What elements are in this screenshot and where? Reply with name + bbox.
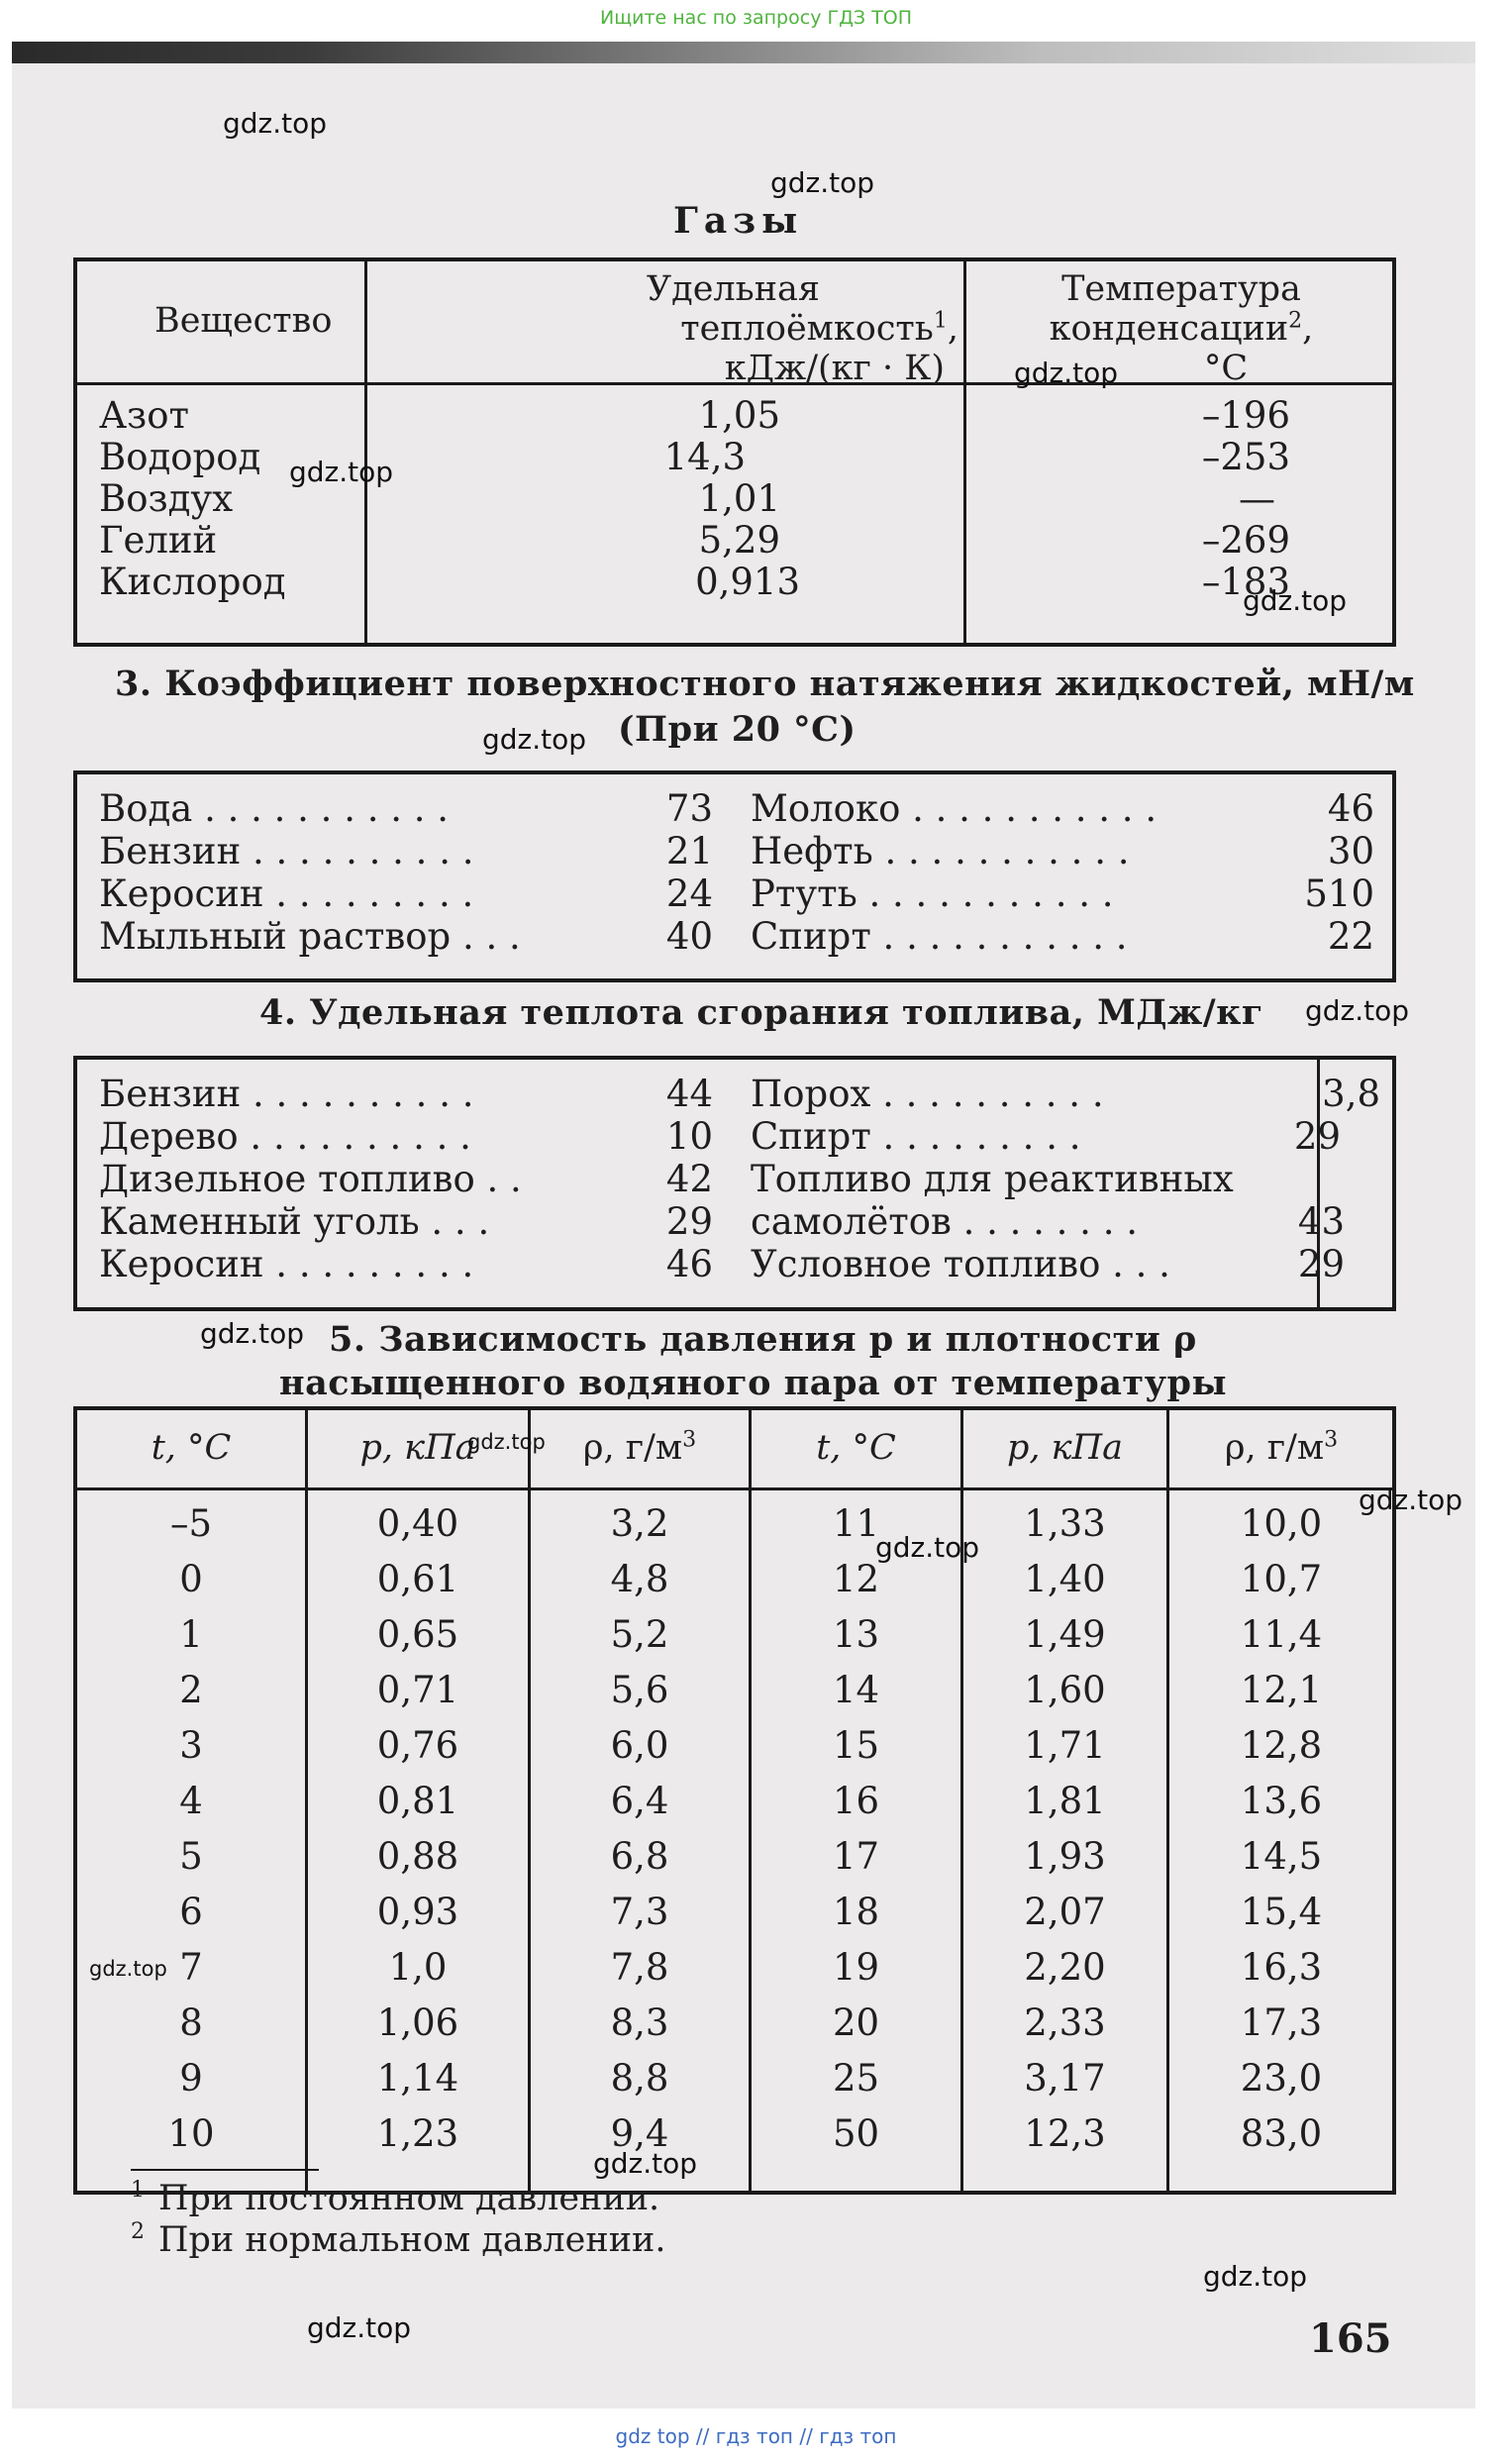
vapor-header-t-right: t, °С (816, 1428, 896, 1468)
table-row: 8 1,06 8,3 20 2,33 17,3 (179, 2001, 1323, 2044)
list-item: Каменный уголь . . . 29 (99, 1200, 713, 1243)
watermark: gdz.top (770, 166, 875, 199)
combustion-title: 4. Удельная теплота сгорания топлива, МДж/кг (259, 992, 1263, 1033)
list-item: Ртуть . . . . . . . . . . . 510 (751, 872, 1374, 915)
list-item: самолётов . . . . . . . . 43 (751, 1200, 1345, 1243)
list-item: Спирт . . . . . . . . . . . 22 (751, 915, 1374, 958)
surface-tension-left (77, 788, 751, 959)
top-banner: Ищите нас по запросу ГДЗ ТОП (600, 7, 912, 29)
watermark: gdz.top (307, 2311, 412, 2344)
table-row: 2 0,71 5,6 14 1,60 12,1 (179, 1669, 1323, 1711)
table-row: 7 1,0 7,8 19 2,20 16,3 (179, 1946, 1323, 1989)
vapor-table (73, 1406, 1396, 2195)
list-item: Вода . . . . . . . . . . . 73 (99, 787, 713, 830)
gases-header-heat: Удельная теплоёмкость$^1$, кДж/(кг · К) (646, 269, 958, 388)
page-top-edge (12, 42, 1475, 63)
list-item: Топливо для реактивных (751, 1158, 1234, 1200)
list-item: Мыльный раствор . . . 40 (99, 915, 713, 958)
table-row: Гелий 5,29 –269 (99, 519, 1290, 562)
table-row: –5 0,40 3,2 11 1,33 10,0 (169, 1502, 1323, 1545)
gases-header-substance: Вещество (154, 301, 333, 341)
table-row: 9 1,14 8,8 25 3,17 23,0 (179, 2057, 1323, 2100)
list-item: Порох . . . . . . . . . . 3,8 (751, 1073, 1380, 1115)
watermark: gdz.top (482, 723, 587, 756)
watermark: gdz.top (875, 1531, 980, 1564)
surface-tension-title: 3. Коэффициент поверхностного натяжения жидкостей, мН/м (115, 664, 1415, 704)
watermark: gdz.top (223, 107, 328, 140)
watermark: gdz.top (1203, 2260, 1308, 2293)
bottom-banner: gdz top // гдз топ // гдз топ (615, 2424, 897, 2448)
list-item: Дизельное топливо . . 42 (99, 1158, 713, 1200)
watermark: gdz.top (1305, 994, 1410, 1027)
list-item: Бензин . . . . . . . . . . 44 (99, 1073, 713, 1115)
table-row: Азот 1,05 –196 (99, 394, 1290, 437)
vapor-title-line2: насыщенного водяного пара от температуры (279, 1363, 1228, 1403)
watermark: gdz.top (89, 1957, 167, 1981)
watermark: gdz.top (200, 1317, 305, 1350)
gases-header-temp: Температура конденсации$^2$, °С (1049, 269, 1314, 388)
gases-title: Газы (673, 200, 804, 242)
surface-tension-right (751, 788, 1394, 959)
vapor-header-rho-left: ρ, $г/м^3$ (582, 1427, 697, 1468)
table-row: Воздух 1,01 — (99, 477, 1275, 520)
footnote-rule (131, 2169, 319, 2171)
table-row: 0 0,61 4,8 12 1,40 10,7 (179, 1558, 1323, 1600)
vapor-header-rho-right: ρ, $г/м^3$ (1224, 1427, 1339, 1468)
combustion-right (751, 1074, 1394, 1286)
surface-tension-subtitle: (При 20 °С) (618, 709, 857, 750)
table-row: 3 0,76 6,0 15 1,71 12,8 (179, 1724, 1323, 1767)
watermark: gdz.top (593, 2147, 698, 2180)
watermark: gdz.top (1014, 357, 1119, 389)
watermark: gdz.top (1359, 1484, 1463, 1516)
page-number: 165 (1309, 2315, 1392, 2362)
vapor-title-line1: 5. Зависимость давления p и плотности ρ (329, 1319, 1197, 1360)
watermark: gdz.top (289, 456, 394, 488)
vapor-header-t-left: t, °С (151, 1428, 232, 1468)
list-item: Керосин . . . . . . . . . 46 (99, 1243, 713, 1285)
combustion-table (73, 1056, 1396, 1311)
table-row: 6 0,93 7,3 18 2,07 15,4 (179, 1891, 1323, 1933)
footnote-2: $^2$ При нормальном давлении. (131, 2219, 666, 2260)
surface-tension-table (73, 770, 1396, 982)
combustion-left (77, 1074, 751, 1286)
list-item: Условное топливо . . . 29 (751, 1243, 1345, 1285)
gases-table (73, 257, 1396, 647)
vapor-rows (77, 1503, 1394, 2169)
table-row: 4 0,81 6,4 16 1,81 13,6 (179, 1780, 1323, 1822)
list-item: Спирт . . . . . . . . . 29 (751, 1115, 1341, 1158)
vapor-header-p-left: p, кПа (359, 1428, 476, 1468)
footnote-1: $^1$ При постоянном давлении. (131, 2178, 660, 2218)
list-item: Дерево . . . . . . . . . . 10 (99, 1115, 713, 1158)
table-row: 1 0,65 5,2 13 1,49 11,4 (179, 1613, 1323, 1656)
list-item: Молоко . . . . . . . . . . . 46 (751, 787, 1374, 830)
watermark: gdz.top (467, 1430, 546, 1454)
list-item: Керосин . . . . . . . . . 24 (99, 872, 713, 915)
gases-rows (77, 395, 1394, 603)
list-item: Бензин . . . . . . . . . . 21 (99, 830, 713, 872)
table-row: Кислород 0,913 –183 (99, 561, 1290, 603)
watermark: gdz.top (1243, 584, 1348, 617)
table-row: 10 1,23 9,4 50 12,3 83,0 (167, 2112, 1323, 2155)
textbook-page (12, 42, 1475, 2409)
vapor-header-p-right: p, кПа (1007, 1428, 1123, 1468)
table-row: 5 0,88 6,8 17 1,93 14,5 (179, 1835, 1323, 1878)
list-item: Нефть . . . . . . . . . . . 30 (751, 830, 1374, 872)
table-row: Водород 14,3 –253 (99, 436, 1290, 478)
